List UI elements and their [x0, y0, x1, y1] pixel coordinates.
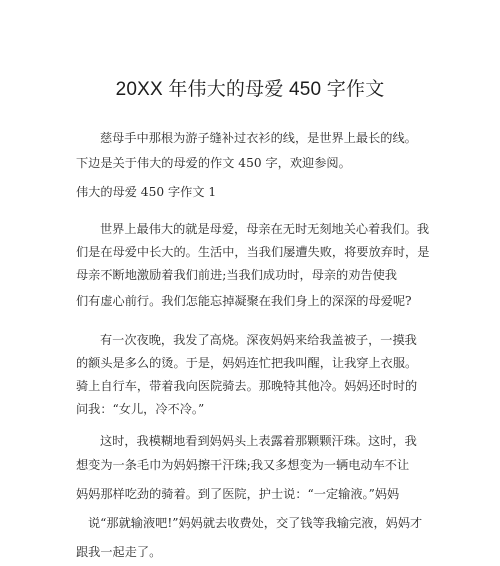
paragraph-line: 问我：“女儿，冷不冷。”: [76, 402, 205, 416]
paragraph-line: 说“那就输液吧!”妈妈就去收费处，交了钱等我输完液，妈妈才: [88, 516, 423, 530]
paragraph-line: 想变为一条毛巾为妈妈擦干汗珠;我又多想变为一辆电动车不让: [76, 458, 410, 472]
paragraph-line: 们有虚心前行。我们怎能忘掉凝聚在我们身上的深深的母爱呢?: [76, 294, 412, 308]
paragraph-line: 妈妈那样吃劲的骑着。到了医院，护士说：“一定输液。”妈妈: [76, 487, 400, 501]
paragraph-line: 的额头是多么的烫。于是，妈妈连忙把我叫醒，让我穿上衣服。: [76, 356, 418, 370]
paragraph-line: 骑上自行车，带着我向医院骑去。那晚特其他冷。妈妈还时时的: [76, 379, 418, 393]
section-heading: 伟大的母爱 450 字作文 1: [76, 185, 217, 199]
paragraph-line: 跟我一起走了。: [76, 545, 162, 559]
paragraph-line: 母亲不断地激励着我们前进;当我们成功时，母亲的劝告使我: [76, 268, 397, 282]
paragraph-line: 们是在母爱中长大的。生活中，当我们屡遭失败，将要放弃时，是: [76, 245, 430, 259]
paragraph-line: 世界上最伟大的就是母爱，母亲在无时无刻地关心着我们。我: [100, 222, 430, 236]
intro-line: 慈母手中那根为游子缝补过衣衫的线，是世界上最长的线。: [100, 131, 417, 145]
paragraph-line: 有一次夜晚，我发了高烧。深夜妈妈来给我盖被子，一摸我: [100, 333, 417, 347]
document-title: 20XX 年伟大的母爱 450 字作文: [115, 79, 385, 100]
paragraph-line: 这时，我模糊地看到妈妈头上表露着那颗颗汗珠。这时，我: [100, 434, 417, 448]
intro-line: 下边是关于伟大的母爱的作文 450 字，欢迎参阅。: [76, 156, 351, 170]
